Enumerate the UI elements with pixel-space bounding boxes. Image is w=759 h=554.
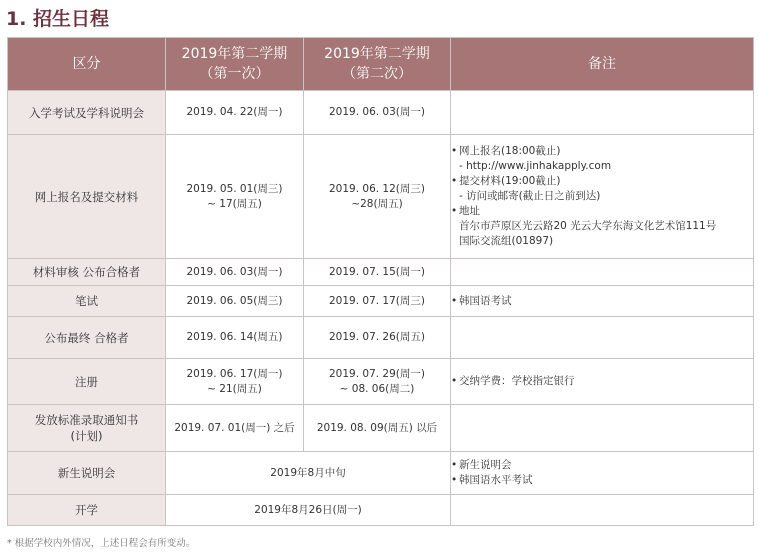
header-term2-line1: 2019年第二学期 — [324, 46, 430, 62]
note-bullet: 网上报名(18:00截止) — [459, 145, 561, 157]
term1-date: 2019. 07. 01(周一) 之后 — [166, 405, 304, 452]
term2-date: 2019. 06. 03(周一) — [304, 91, 451, 135]
header-term2-line2: （第二次） — [342, 66, 412, 82]
term2-date: 2019. 07. 26(周五) — [304, 317, 451, 359]
term2-date: 2019. 07. 17(周三) — [304, 286, 451, 317]
row-category: 新生说明会 — [8, 452, 166, 495]
term1-date: 2019. 05. 01(周三) ~ 17(周五) — [166, 135, 304, 259]
row-note — [451, 259, 754, 286]
header-term2 — [304, 38, 451, 91]
row-category: 发放标准录取通知书 (计划) — [8, 405, 166, 452]
row-category: 笔试 — [8, 286, 166, 317]
term2-date: 2019. 06. 12(周三) ~28(周五) — [304, 135, 451, 259]
row-note: • 新生说明会 • 韩国语水平考试 — [451, 452, 754, 495]
term1-date: 2019. 06. 14(周五) — [166, 317, 304, 359]
row-note — [451, 405, 754, 452]
note-bullet: 韩国语水平考试 — [459, 474, 533, 486]
header-notes: 备注 — [451, 38, 754, 91]
row-note: • 交纳学费：学校指定银行 — [451, 359, 754, 405]
address-line: 首尔市芦原区光云路20 光云大学东海文化艺术馆111号 — [459, 220, 717, 232]
table-row — [8, 286, 754, 317]
section-title: 1. 招生日程 — [6, 8, 110, 30]
admission-schedule-table — [7, 37, 754, 526]
row-category: 材料审核 公布合格者 — [8, 259, 166, 286]
row-category: 网上报名及提交材料 — [8, 135, 166, 259]
term2-date: 2019. 07. 29(周一) ~ 08. 06(周二) — [304, 359, 451, 405]
header-term1-line1: 2019年第二学期 — [181, 46, 288, 62]
note-sub: - 访问或邮寄(截止日之前到达) — [459, 190, 601, 202]
table-header-row — [8, 38, 754, 91]
note-bullet: 提交材料(19:00截止) — [459, 175, 561, 187]
term2-date: 2019. 08. 09(周五) 以后 — [304, 405, 451, 452]
header-term1-line2: （第一次） — [199, 66, 270, 82]
row-note — [451, 495, 754, 526]
header-category: 区分 — [8, 38, 166, 91]
merged-date: 2019年8月中旬 — [166, 452, 451, 495]
note-bullet: 新生说明会 — [459, 459, 512, 471]
table-row — [8, 452, 754, 495]
term1-date: 2019. 04. 22(周一) — [166, 91, 304, 135]
table-row — [8, 317, 754, 359]
row-category: 注册 — [8, 359, 166, 405]
table-row — [8, 359, 754, 405]
term1-date: 2019. 06. 03(周一) — [166, 259, 304, 286]
note-bullet: 地址 — [459, 205, 480, 217]
row-note — [451, 91, 754, 135]
merged-date: 2019年8月26日(周一) — [166, 495, 451, 526]
row-note — [451, 317, 754, 359]
row-category: 入学考试及学科说明会 — [8, 91, 166, 135]
term2-date: 2019. 07. 15(周一) — [304, 259, 451, 286]
header-term1 — [166, 38, 304, 91]
table-row — [8, 91, 754, 135]
table-row — [8, 405, 754, 452]
table-row — [8, 259, 754, 286]
row-category: 开学 — [8, 495, 166, 526]
address-line: 国际交流组(01897) — [459, 235, 554, 247]
term1-date: 2019. 06. 05(周三) — [166, 286, 304, 317]
term1-date: 2019. 06. 17(周一) ~ 21(周五) — [166, 359, 304, 405]
note-bullet: 韩国语考试 — [459, 294, 512, 307]
row-note: • 网上报名(18:00截止) - http://www.jinhakapply.com • 提交材料(19:00截止) - 访问或邮寄(截止日之前到达) • 地址 首尔市芦原区光云路20 光云大学东海文化艺术馆111号 国际交流组(01897) — [451, 135, 754, 259]
table-row — [8, 495, 754, 526]
application-url-link[interactable]: - http://www.jinhakapply.com — [459, 160, 612, 172]
row-note: • 韩国语考试 — [451, 286, 754, 317]
table-row — [8, 135, 754, 259]
footnote: * 根据学校内外情况，上述日程会有所变动。 — [7, 538, 196, 549]
note-bullet: 交纳学费：学校指定银行 — [459, 375, 575, 387]
row-category: 公布最终 合格者 — [8, 317, 166, 359]
